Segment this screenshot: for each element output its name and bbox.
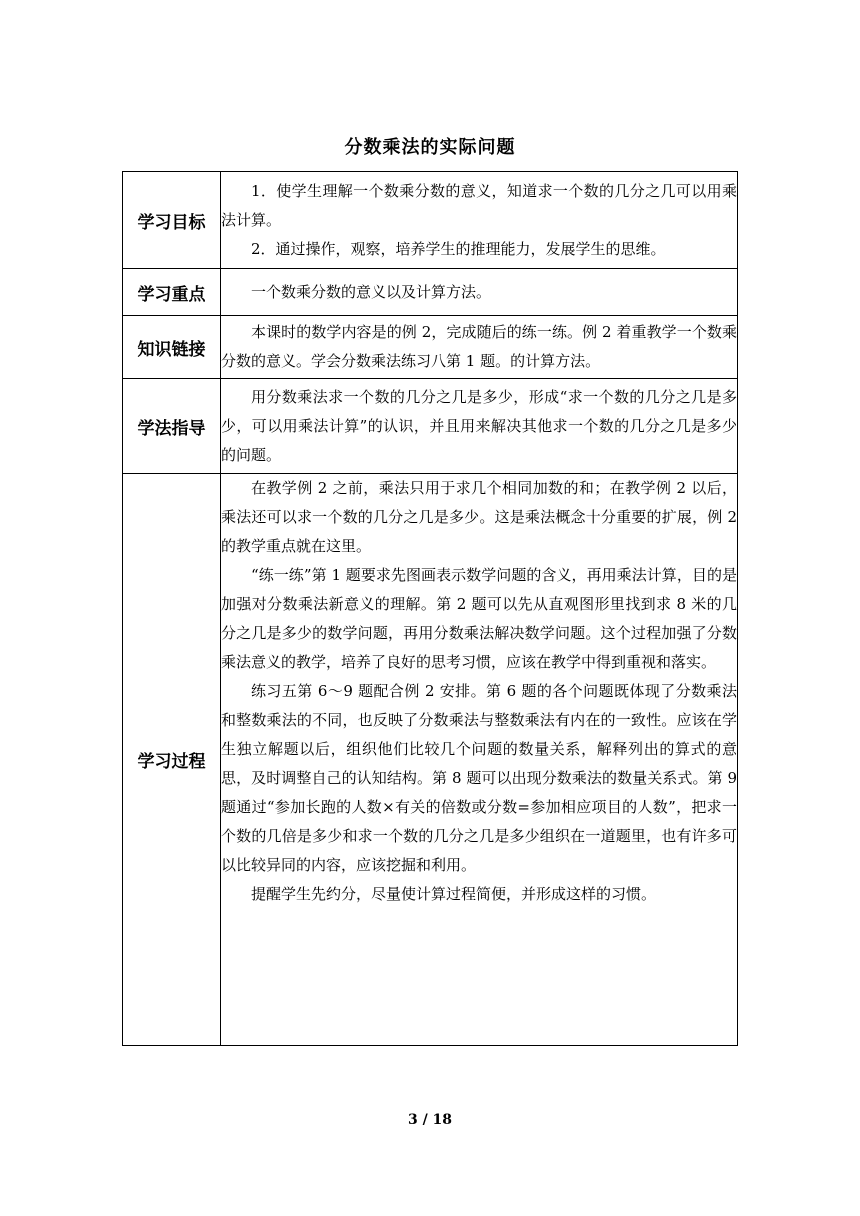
row-content (221, 474, 738, 1046)
row-label: 学习过程 (123, 474, 221, 1046)
row-content (221, 316, 738, 379)
lesson-table (122, 171, 738, 1046)
paragraph: 在教学例 2 之前，乘法只用于求几个相同加数的和；在教学例 2 以后，乘法还可以求一个数的几分之几是多少。这是乘法概念十分重要的扩展，例 2 的教学重点就在这里。 (221, 479, 737, 555)
paragraph: 用分数乘法求一个数的几分之几是多少，形成“求一个数的几分之几是多少，可以用乘法计算”的认识，并且用来解决其他求一个数的几分之几是多少的问题。 (221, 387, 737, 464)
row-label: 学习目标 (123, 172, 221, 269)
row-label: 学法指导 (123, 379, 221, 474)
row-label: 知识链接 (123, 316, 221, 379)
paragraph: “练一练”第 1 题要求先图画表示数学问题的含义，再用乘法计算，目的是加强对分数乘法新意义的理解。第 2 题可以先从直观图形里找到求 8 米的几分之几是多少的数学问题，再用分数乘法解决数学问题。这个过程加强了分数乘法意义的教学，培养了良好的思考习惯，应该在教学中得到重视和落实。 (221, 566, 737, 671)
row-label: 学习重点 (123, 269, 221, 316)
paragraph: 练习五第 6～9 题配合例 2 安排。第 6 题的各个问题既体现了分数乘法和整数乘法的不同，也反映了分数乘法与整数乘法有内在的一致性。应该在学生独立解题以后，组织他们比较几个问题的数量关系，解释列出的算式的意思，及时调整自己的认知结构。第 8 题可以出现分数乘法的数量关系式。第 9 题通过“参加长跑的人数×有关的倍数或分数=参加相应项目的人数”，把求一个数的几倍是多少和求一个数的几分之几是多少组织在一道题里，也有许多可以比较异同的内容，应该挖掘和利用。 (221, 682, 737, 874)
page-number: 3 / 18 (407, 1112, 453, 1128)
page-title: 分数乘法的实际问题 (344, 137, 516, 158)
paragraph: 提醒学生先约分，尽量使计算过程简便，并形成这样的习惯。 (251, 885, 657, 903)
paragraph: 本课时的数学内容是的例 2，完成随后的练一练。例 2 着重教学一个数乘分数的意义。学会分数乘法练习八第 1 题。的计算方法。 (221, 323, 737, 370)
table-row-study-guide (123, 379, 738, 474)
row-content (221, 172, 738, 269)
table-row-key-points (123, 269, 738, 316)
table-row-process (123, 474, 738, 1046)
table-row-knowledge-link (123, 316, 738, 379)
paragraph: 2．通过操作，观察，培养学生的推理能力，发展学生的思维。 (251, 239, 666, 258)
row-content (221, 379, 738, 474)
row-content (221, 269, 738, 316)
table-row-objectives (123, 172, 738, 269)
paragraph: 1．使学生理解一个数乘分数的意义，知道求一个数的几分之几可以用乘法计算。 (221, 181, 737, 229)
paragraph: 一个数乘分数的意义以及计算方法。 (251, 282, 492, 301)
